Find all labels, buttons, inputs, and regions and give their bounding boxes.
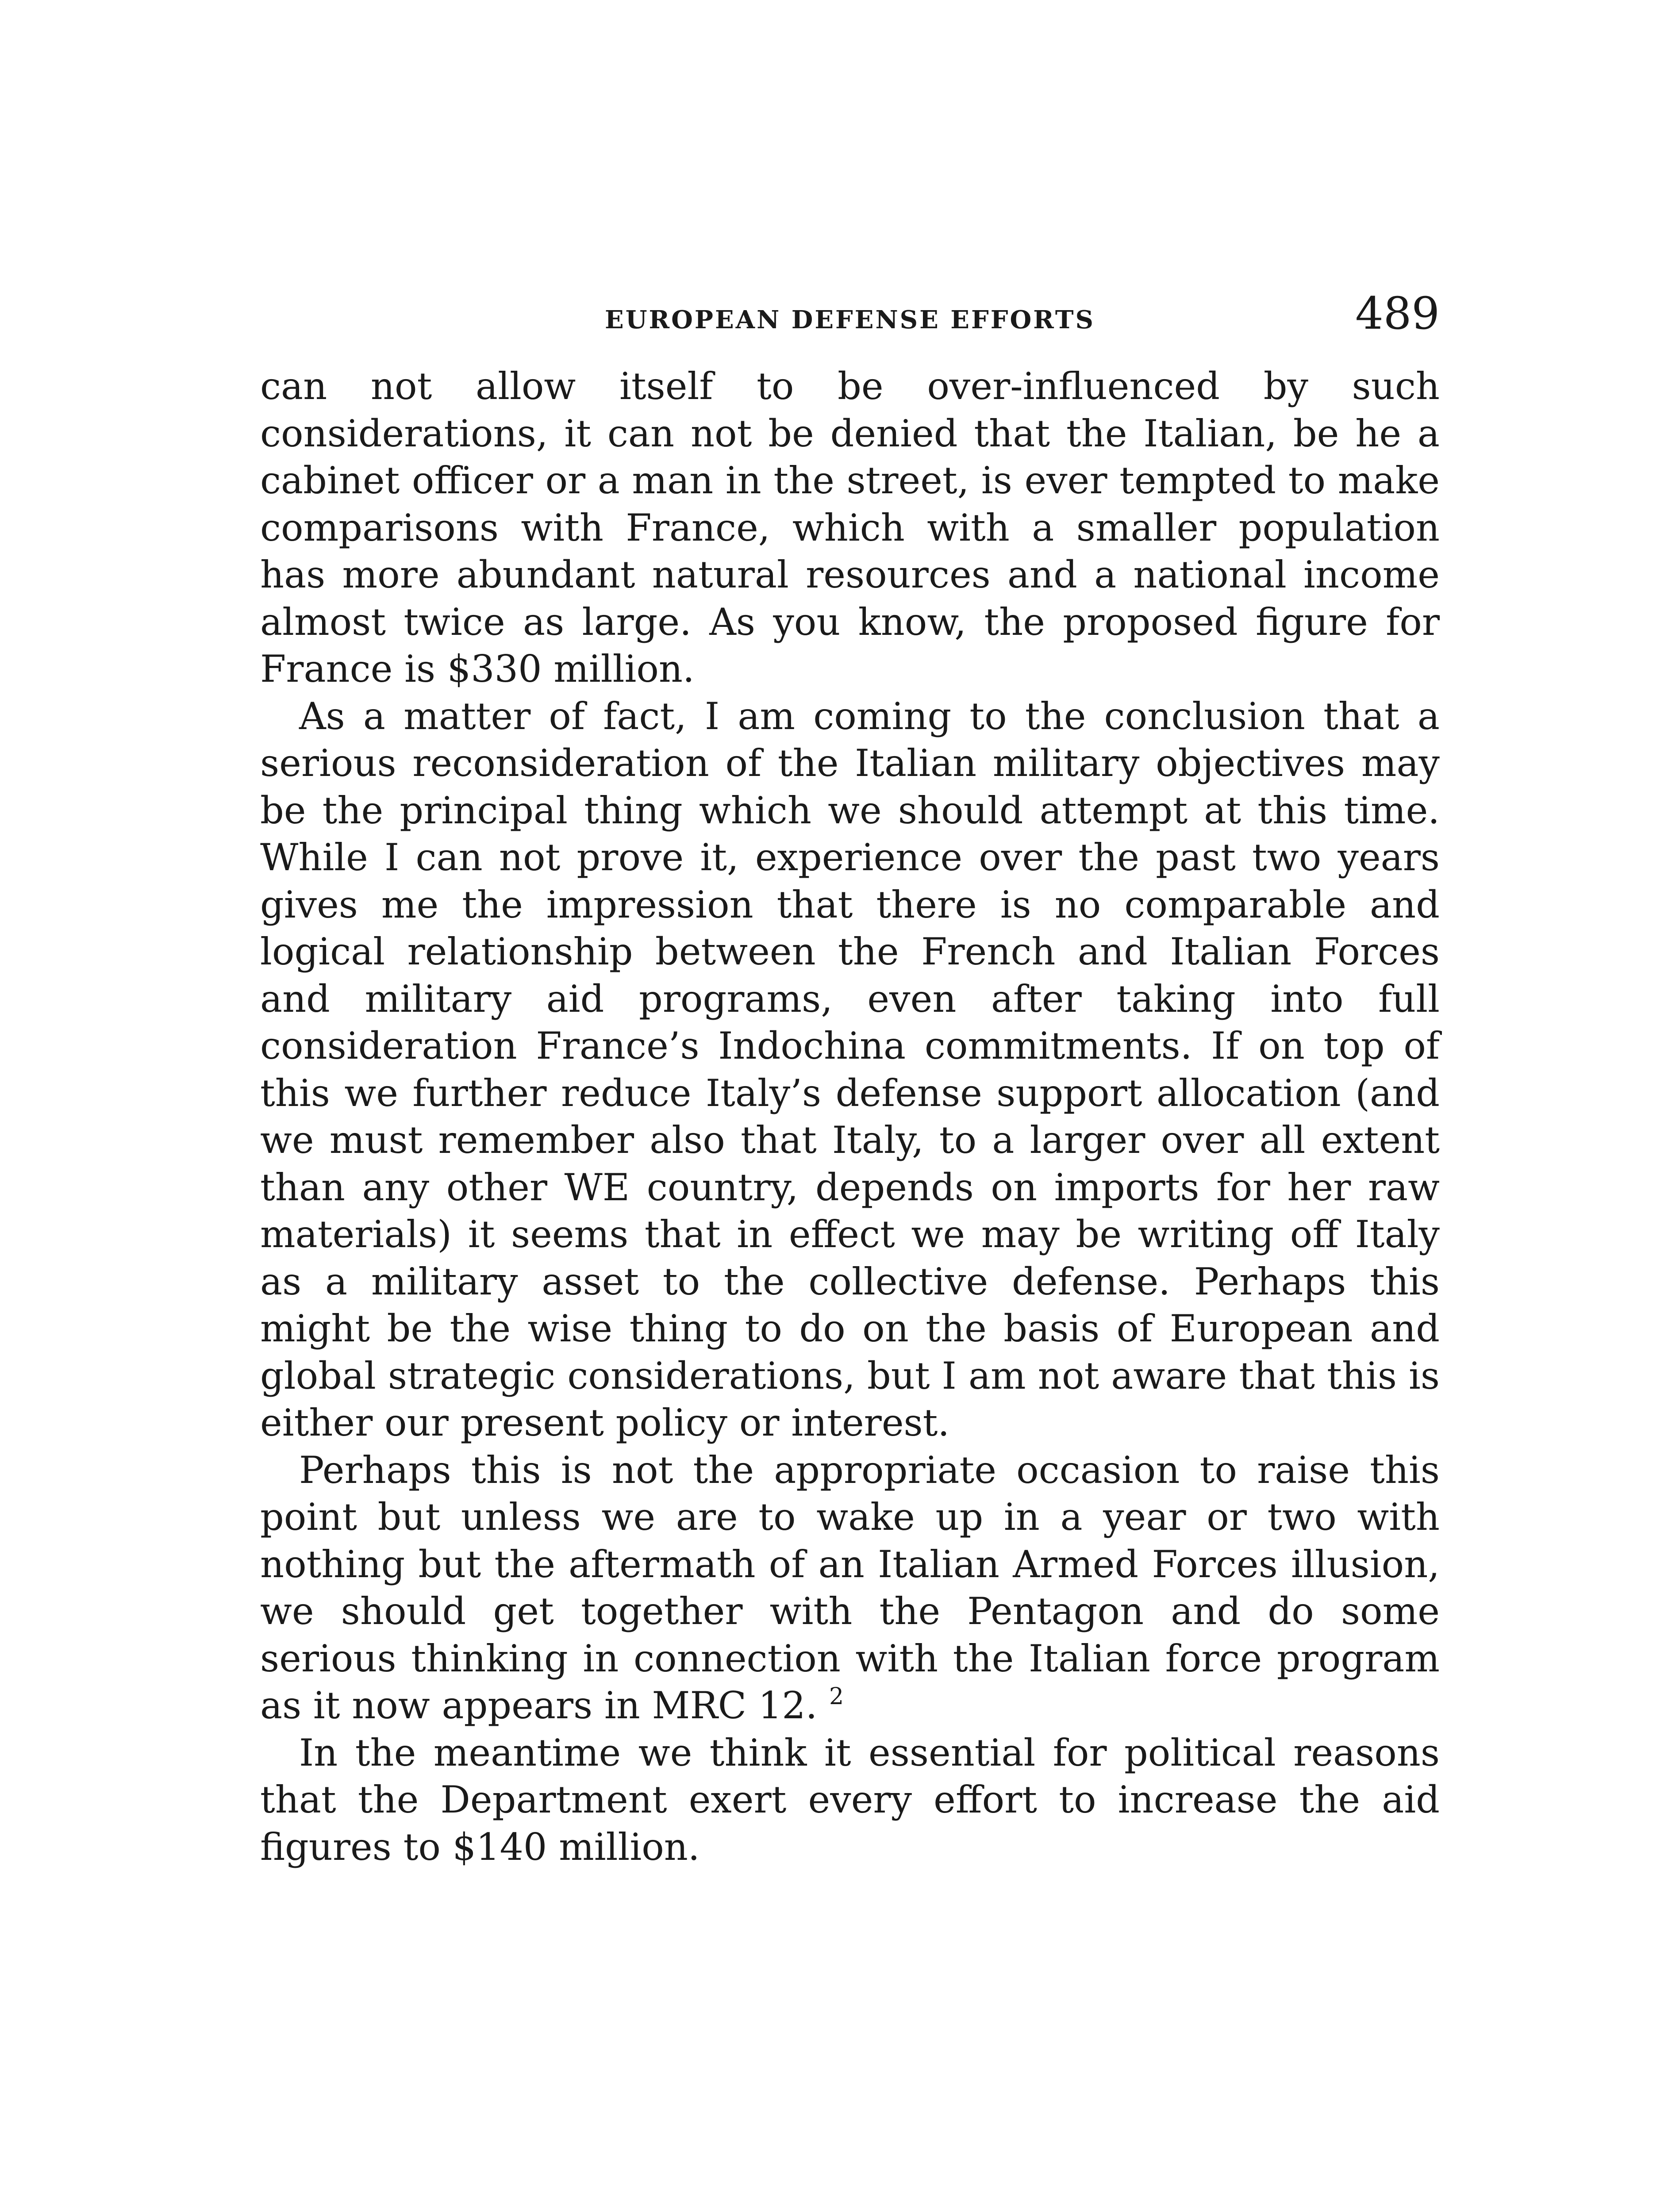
paragraph-3-text: Perhaps this is not the appropriate occasion to raise this point but unless we are to wake up in a year or two with nothing but the aftermath of an Italian Armed Forces illusion, we should get together with the Pentagon and do some serious thinking in connection with the Italian force program as it now appears in MRC 12. xyxy=(260,1448,1440,1727)
paragraph-1: can not allow itself to be over-influenced by such considerations, it can not be denied that the Italian, be he a cabinet officer or a man in the street, is ever tempted to make comparisons with France, which with a smaller population has more abundant natural resources and a national income almost twice as large. As you know, the proposed figure for France is $330 million. xyxy=(260,365,1440,691)
paragraph-3 xyxy=(260,1447,1440,1729)
paragraph-4: In the meantime we think it essential for political reasons that the Department exert every effort to increase the aid figures to $140 million. xyxy=(260,1731,1440,1869)
paragraph-2: As a matter of fact, I am coming to the conclusion that a serious reconsideration of the Italian military objectives may be the principal thing which we should attempt at this time. While I can not prove it, experience over the past two years gives me the impression that there is no comparable and logical relationship between the French and Italian Forces and military aid programs, even after taking into full consideration France’s Indochina commitments. If on top of this we further reduce Italy’s defense support allocation (and we must remember also that Italy, to a larger over all extent than any other WE country, depends on imports for her raw materials) it seems that in effect we may be writing off Italy as a military asset to the collective defense. Perhaps this might be the wise thing to do on the basis of European and global strategic considerations, but I am not aware that this is either our present policy or interest. xyxy=(260,694,1440,1444)
footnote-reference[interactable]: 2 xyxy=(829,1683,844,1710)
body-text xyxy=(260,363,1440,1870)
running-head xyxy=(260,288,1440,341)
page-number: 489 xyxy=(1355,288,1440,339)
running-title: EUROPEAN DEFENSE EFFORTS xyxy=(605,305,1095,334)
